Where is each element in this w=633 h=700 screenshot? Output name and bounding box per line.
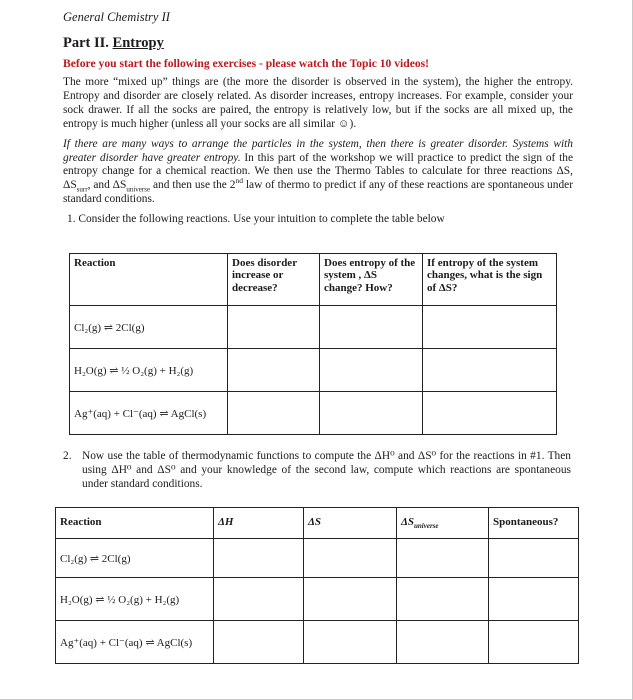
answer-cell[interactable] xyxy=(304,539,397,578)
answer-cell[interactable] xyxy=(397,621,489,664)
table-row xyxy=(70,306,557,349)
part-title xyxy=(63,35,573,52)
answer-cell[interactable] xyxy=(320,349,423,392)
t1-header-disorder: Does disorder increase or decrease? xyxy=(228,254,320,306)
answer-cell[interactable] xyxy=(423,349,557,392)
course-title: General Chemistry II xyxy=(63,10,170,24)
answer-cell[interactable] xyxy=(304,578,397,621)
t2-header-dh: ΔH xyxy=(214,508,304,539)
answer-cell[interactable] xyxy=(489,578,579,621)
question-2-text: Now use the table of thermodynamic functions to compute the ΔH⁰ and ΔS⁰ for the reactions in #1. Then using ΔH⁰ and ΔS⁰ and your knowledge of the second law, compute which reactions are spontaneous under standard conditions. xyxy=(82,450,571,490)
table1-header-row xyxy=(70,254,557,306)
workshop-paragraph xyxy=(63,138,573,208)
table-row xyxy=(56,539,579,578)
video-warning: Before you start the following exercises - please watch the Topic 10 videos! xyxy=(63,57,430,70)
table-row xyxy=(70,392,557,435)
t1-reaction-1: Cl₂(g) ⇌ 2Cl(g) xyxy=(70,306,228,349)
question-1: 1. Consider the following reactions. Use your intuition to complete the table below xyxy=(67,213,445,226)
t1-header-entropy-change: Does entropy of the system , ΔS change? How? xyxy=(320,254,423,306)
t2-header-ds-universe xyxy=(397,508,489,539)
question-2-number: 2. xyxy=(63,450,72,462)
entropy-intro-paragraph: The more “mixed up” things are (the more the disorder is observed in the system), the higher the entropy. Entropy and disorder are closely related. As disorder increases, entropy increases. For example, consider your sock drawer. If all the socks are paired, the entropy is relatively low, but if the socks are all mixed up, the entropy is much higher (unless all your socks are all similar ☺). xyxy=(63,76,573,130)
table-row xyxy=(56,621,579,664)
table-row xyxy=(56,578,579,621)
disorder-definition: If there are many ways to arrange the particles in the system, then there is greater disorder. Systems with greater disorder have greater entropy. xyxy=(63,137,573,164)
answer-cell[interactable] xyxy=(228,392,320,435)
answer-cell[interactable] xyxy=(423,392,557,435)
part-label: Part II. xyxy=(63,35,109,51)
paragraph-text-a: In this part of the workshop we will practice to predict the sign of the entropy change for a chemical reaction. We then use the Thermo Tables to calculate for three reactions ΔS, ΔS xyxy=(63,151,573,192)
worksheet-content xyxy=(63,10,573,227)
answer-cell[interactable] xyxy=(489,539,579,578)
answer-cell[interactable] xyxy=(304,621,397,664)
t1-reaction-2: H₂O(g) ⇌ ½ O₂(g) + H₂(g) xyxy=(70,349,228,392)
answer-cell[interactable] xyxy=(423,306,557,349)
subscript-surr: surr xyxy=(76,185,88,194)
paragraph-text-d: law of thermo to predict if any of these reactions are spontaneous under standard conditions. xyxy=(63,179,573,206)
answer-cell[interactable] xyxy=(397,578,489,621)
superscript-nd: nd xyxy=(235,176,243,186)
answer-cell[interactable] xyxy=(320,392,423,435)
table2-header-row xyxy=(56,508,579,539)
t2-reaction-3: Ag⁺(aq) + Cl⁻(aq) ⇌ AgCl(s) xyxy=(56,621,214,664)
answer-cell[interactable] xyxy=(214,578,304,621)
t2-reaction-1: Cl₂(g) ⇌ 2Cl(g) xyxy=(56,539,214,578)
answer-cell[interactable] xyxy=(320,306,423,349)
answer-cell[interactable] xyxy=(228,349,320,392)
paragraph-text-c: and then use the 2 xyxy=(150,179,236,192)
table-row xyxy=(70,349,557,392)
t2-header-universe-sub: universe xyxy=(414,522,439,531)
t2-header-reaction: Reaction xyxy=(56,508,214,539)
paragraph-text-b: , and ΔS xyxy=(87,179,127,192)
t2-reaction-2: H₂O(g) ⇌ ½ O₂(g) + H₂(g) xyxy=(56,578,214,621)
answer-cell[interactable] xyxy=(214,621,304,664)
t1-header-reaction: Reaction xyxy=(70,254,228,306)
t2-header-spontaneous: Spontaneous? xyxy=(489,508,579,539)
answer-cell[interactable] xyxy=(397,539,489,578)
answer-cell[interactable] xyxy=(228,306,320,349)
t1-header-sign: If entropy of the system changes, what is the sign of ΔS? xyxy=(423,254,557,306)
subscript-universe: universe xyxy=(126,185,151,194)
part-name: Entropy xyxy=(112,35,164,51)
thermo-calculation-table xyxy=(55,507,579,664)
entropy-prediction-table xyxy=(69,253,557,435)
question-2 xyxy=(63,450,571,492)
answer-cell[interactable] xyxy=(489,621,579,664)
t2-header-ds: ΔS xyxy=(304,508,397,539)
answer-cell[interactable] xyxy=(214,539,304,578)
t1-reaction-3: Ag⁺(aq) + Cl⁻(aq) ⇌ AgCl(s) xyxy=(70,392,228,435)
t2-header-ds-universe-symbol: ΔS xyxy=(401,516,415,528)
